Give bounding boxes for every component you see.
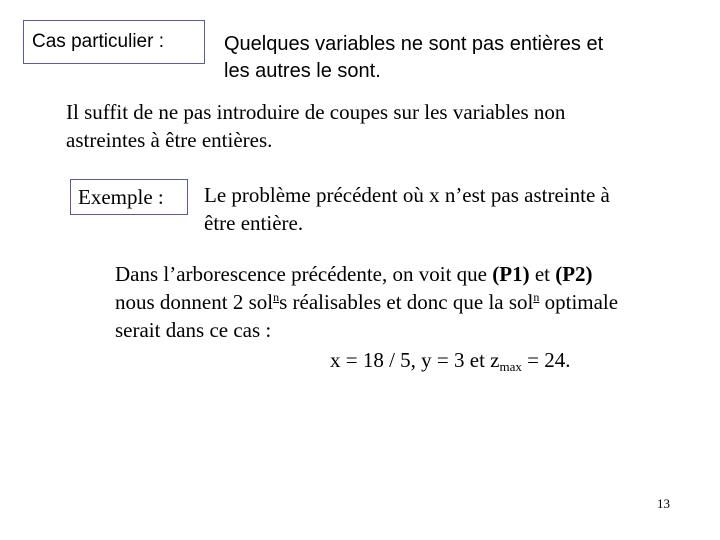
analysis-text-4: s réalisables et donc que la sol <box>279 290 534 314</box>
analysis-line-1 <box>115 260 705 288</box>
formula-text-1: x = 18 / 5, y = 3 et z <box>330 348 500 372</box>
example-label: Exemple : <box>70 179 188 215</box>
analysis-text-3: nous donnent 2 sol <box>115 290 274 314</box>
cut-paragraph-line-1: Il suffit de ne pas introduire de coupes sur les variables non <box>66 100 566 124</box>
case-description-line-2: les autres le sont. <box>224 60 381 82</box>
example-description-line-1: Le problème précédent où x n’est pas astreinte à <box>204 183 610 207</box>
analysis-line-3: serait dans ce cas : <box>115 318 272 342</box>
analysis-text-2: et <box>529 262 556 286</box>
superscript-n-1: n <box>273 290 280 304</box>
case-label: Cas particulier : <box>23 20 205 64</box>
example-description-line-2: être entière. <box>204 211 304 235</box>
analysis-paragraph <box>115 260 705 344</box>
analysis-line-2 <box>115 288 705 316</box>
example-description <box>204 181 684 237</box>
cut-paragraph <box>66 98 686 154</box>
case-description <box>224 31 694 85</box>
case-description-line-1: Quelques variables ne sont pas entières et <box>224 33 604 55</box>
formula-subscript-max: max <box>499 359 522 374</box>
superscript-n-2: n <box>533 290 540 304</box>
problem-p2: (P2) <box>555 262 593 286</box>
analysis-text-1: Dans l’arborescence précédente, on voit que <box>115 262 493 286</box>
cut-paragraph-line-2: astreintes à être entières. <box>66 128 273 152</box>
problem-p1: (P1) <box>492 262 530 286</box>
optimal-solution-formula <box>330 346 570 374</box>
page-number: 13 <box>657 496 670 511</box>
formula-text-2: = 24. <box>521 348 571 372</box>
analysis-text-5: optimale <box>539 290 619 314</box>
